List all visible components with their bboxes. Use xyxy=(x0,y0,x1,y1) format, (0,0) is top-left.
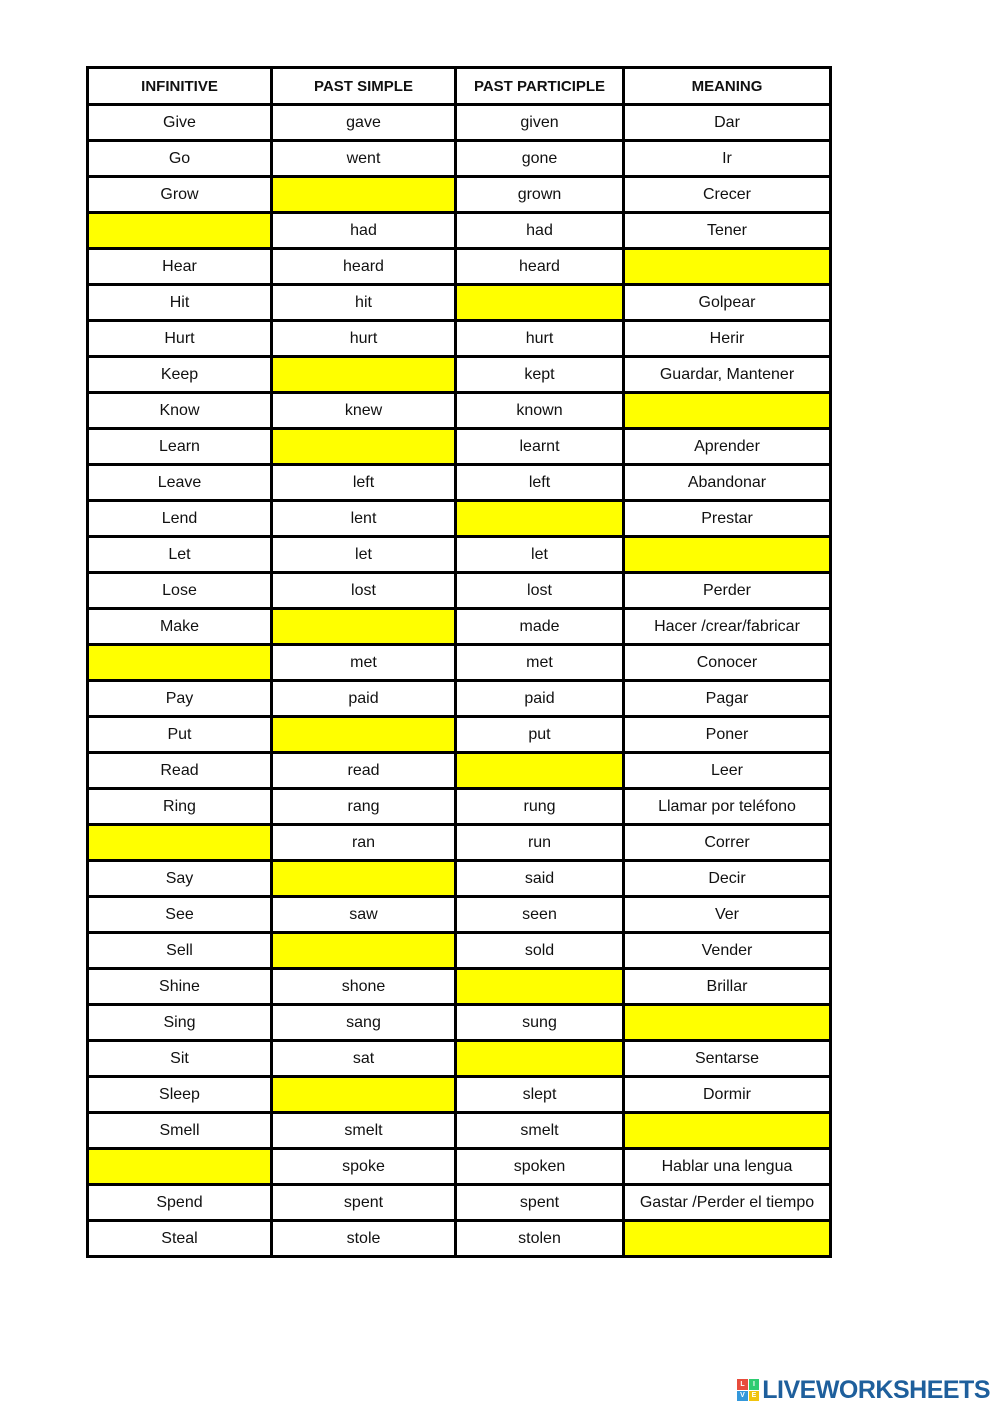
infinitive-answer-blank[interactable] xyxy=(88,213,272,249)
past-participle-cell: heard xyxy=(456,249,624,285)
infinitive-cell: Ring xyxy=(88,789,272,825)
infinitive-cell: Sit xyxy=(88,1041,272,1077)
meaning-cell: Crecer xyxy=(624,177,831,213)
infinitive-cell: Put xyxy=(88,717,272,753)
table-row xyxy=(88,573,831,609)
header-meaning: MEANING xyxy=(624,68,831,105)
meaning-cell: Ir xyxy=(624,141,831,177)
past-simple-cell: sang xyxy=(272,1005,456,1041)
past-simple-cell: smelt xyxy=(272,1113,456,1149)
logo-text: LIVEWORKSHEETS xyxy=(762,1375,990,1404)
meaning-cell: Tener xyxy=(624,213,831,249)
meaning-cell: Decir xyxy=(624,861,831,897)
meaning-cell: Pagar xyxy=(624,681,831,717)
table-row xyxy=(88,861,831,897)
meaning-cell: Correr xyxy=(624,825,831,861)
past-participle-answer-blank[interactable] xyxy=(456,501,624,537)
past-participle-cell: spoken xyxy=(456,1149,624,1185)
past-simple-cell: let xyxy=(272,537,456,573)
table-row xyxy=(88,1005,831,1041)
past-participle-cell: given xyxy=(456,105,624,141)
past-participle-cell: put xyxy=(456,717,624,753)
past-participle-cell: hurt xyxy=(456,321,624,357)
infinitive-cell: Make xyxy=(88,609,272,645)
table-header-row xyxy=(88,68,831,105)
past-simple-cell: spoke xyxy=(272,1149,456,1185)
past-simple-cell: gave xyxy=(272,105,456,141)
infinitive-cell: Keep xyxy=(88,357,272,393)
past-participle-cell: sung xyxy=(456,1005,624,1041)
past-simple-answer-blank[interactable] xyxy=(272,717,456,753)
irregular-verbs-table xyxy=(86,66,832,1258)
past-simple-cell: left xyxy=(272,465,456,501)
past-simple-cell: shone xyxy=(272,969,456,1005)
past-simple-answer-blank[interactable] xyxy=(272,933,456,969)
infinitive-cell: See xyxy=(88,897,272,933)
table-row xyxy=(88,393,831,429)
past-participle-answer-blank[interactable] xyxy=(456,285,624,321)
table-row xyxy=(88,1041,831,1077)
infinitive-cell: Sell xyxy=(88,933,272,969)
infinitive-cell: Let xyxy=(88,537,272,573)
past-participle-cell: kept xyxy=(456,357,624,393)
past-participle-cell: stolen xyxy=(456,1221,624,1257)
past-participle-cell: sold xyxy=(456,933,624,969)
past-simple-cell: met xyxy=(272,645,456,681)
table-row xyxy=(88,1221,831,1257)
meaning-cell: Hacer /crear/fabricar xyxy=(624,609,831,645)
meaning-answer-blank[interactable] xyxy=(624,393,831,429)
past-participle-cell: lost xyxy=(456,573,624,609)
meaning-cell: Aprender xyxy=(624,429,831,465)
infinitive-cell: Go xyxy=(88,141,272,177)
past-simple-cell: knew xyxy=(272,393,456,429)
past-simple-cell: stole xyxy=(272,1221,456,1257)
meaning-cell: Vender xyxy=(624,933,831,969)
infinitive-cell: Leave xyxy=(88,465,272,501)
meaning-cell: Golpear xyxy=(624,285,831,321)
meaning-cell: Perder xyxy=(624,573,831,609)
table-row xyxy=(88,897,831,933)
table-row xyxy=(88,681,831,717)
header-infinitive: INFINITIVE xyxy=(88,68,272,105)
past-participle-cell: let xyxy=(456,537,624,573)
meaning-answer-blank[interactable] xyxy=(624,1113,831,1149)
table-row xyxy=(88,645,831,681)
past-participle-cell: left xyxy=(456,465,624,501)
meaning-cell: Prestar xyxy=(624,501,831,537)
past-participle-cell: made xyxy=(456,609,624,645)
table-row xyxy=(88,933,831,969)
past-participle-cell: slept xyxy=(456,1077,624,1113)
past-participle-cell: learnt xyxy=(456,429,624,465)
past-participle-cell: gone xyxy=(456,141,624,177)
meaning-cell: Ver xyxy=(624,897,831,933)
past-participle-cell: run xyxy=(456,825,624,861)
past-simple-cell: saw xyxy=(272,897,456,933)
meaning-cell: Dormir xyxy=(624,1077,831,1113)
past-participle-cell: seen xyxy=(456,897,624,933)
meaning-cell: Herir xyxy=(624,321,831,357)
table-row xyxy=(88,1149,831,1185)
infinitive-cell: Say xyxy=(88,861,272,897)
table-row xyxy=(88,357,831,393)
past-participle-cell: known xyxy=(456,393,624,429)
past-simple-cell: spent xyxy=(272,1185,456,1221)
table-row xyxy=(88,141,831,177)
past-simple-cell: hurt xyxy=(272,321,456,357)
meaning-answer-blank[interactable] xyxy=(624,1221,831,1257)
infinitive-cell: Sing xyxy=(88,1005,272,1041)
liveworksheets-logo-icon: L I V E xyxy=(737,1379,759,1401)
table-row xyxy=(88,789,831,825)
meaning-cell: Abandonar xyxy=(624,465,831,501)
infinitive-answer-blank[interactable] xyxy=(88,1149,272,1185)
infinitive-cell: Lose xyxy=(88,573,272,609)
table-row xyxy=(88,825,831,861)
table-row xyxy=(88,537,831,573)
infinitive-cell: Steal xyxy=(88,1221,272,1257)
past-simple-answer-blank[interactable] xyxy=(272,177,456,213)
past-simple-cell: lent xyxy=(272,501,456,537)
meaning-answer-blank[interactable] xyxy=(624,249,831,285)
table-row xyxy=(88,717,831,753)
infinitive-cell: Know xyxy=(88,393,272,429)
past-simple-answer-blank[interactable] xyxy=(272,357,456,393)
meaning-cell: Brillar xyxy=(624,969,831,1005)
past-simple-cell: lost xyxy=(272,573,456,609)
table-row xyxy=(88,465,831,501)
header-past-simple: PAST SIMPLE xyxy=(272,68,456,105)
infinitive-cell: Hear xyxy=(88,249,272,285)
infinitive-cell: Give xyxy=(88,105,272,141)
infinitive-answer-blank[interactable] xyxy=(88,645,272,681)
table-row xyxy=(88,429,831,465)
table-row xyxy=(88,249,831,285)
infinitive-cell: Smell xyxy=(88,1113,272,1149)
past-participle-cell: paid xyxy=(456,681,624,717)
meaning-cell: Dar xyxy=(624,105,831,141)
infinitive-cell: Hurt xyxy=(88,321,272,357)
past-simple-cell: went xyxy=(272,141,456,177)
infinitive-cell: Learn xyxy=(88,429,272,465)
infinitive-cell: Pay xyxy=(88,681,272,717)
infinitive-cell: Read xyxy=(88,753,272,789)
past-simple-cell: sat xyxy=(272,1041,456,1077)
meaning-cell: Guardar, Mantener xyxy=(624,357,831,393)
table-row xyxy=(88,609,831,645)
past-simple-answer-blank[interactable] xyxy=(272,861,456,897)
table-row xyxy=(88,501,831,537)
table-row xyxy=(88,177,831,213)
meaning-cell: Sentarse xyxy=(624,1041,831,1077)
past-simple-cell: heard xyxy=(272,249,456,285)
table-row xyxy=(88,753,831,789)
past-participle-cell: grown xyxy=(456,177,624,213)
past-participle-answer-blank[interactable] xyxy=(456,1041,624,1077)
meaning-answer-blank[interactable] xyxy=(624,1005,831,1041)
past-simple-cell: rang xyxy=(272,789,456,825)
table-row xyxy=(88,105,831,141)
table-row xyxy=(88,213,831,249)
table-body xyxy=(88,105,831,1257)
past-simple-cell: ran xyxy=(272,825,456,861)
past-participle-cell: had xyxy=(456,213,624,249)
infinitive-answer-blank[interactable] xyxy=(88,825,272,861)
past-participle-cell: rung xyxy=(456,789,624,825)
meaning-cell: Poner xyxy=(624,717,831,753)
meaning-cell: Gastar /Perder el tiempo xyxy=(624,1185,831,1221)
meaning-cell: Llamar por teléfono xyxy=(624,789,831,825)
meaning-cell: Leer xyxy=(624,753,831,789)
infinitive-cell: Spend xyxy=(88,1185,272,1221)
past-participle-cell: spent xyxy=(456,1185,624,1221)
past-participle-answer-blank[interactable] xyxy=(456,969,624,1005)
liveworksheets-logo xyxy=(737,1375,990,1405)
past-simple-answer-blank[interactable] xyxy=(272,1077,456,1113)
past-simple-answer-blank[interactable] xyxy=(272,609,456,645)
meaning-answer-blank[interactable] xyxy=(624,537,831,573)
past-simple-cell: read xyxy=(272,753,456,789)
table-row xyxy=(88,285,831,321)
infinitive-cell: Sleep xyxy=(88,1077,272,1113)
infinitive-cell: Hit xyxy=(88,285,272,321)
table-row xyxy=(88,1185,831,1221)
meaning-cell: Conocer xyxy=(624,645,831,681)
past-simple-cell: had xyxy=(272,213,456,249)
past-participle-cell: smelt xyxy=(456,1113,624,1149)
infinitive-cell: Shine xyxy=(88,969,272,1005)
infinitive-cell: Lend xyxy=(88,501,272,537)
table-row xyxy=(88,1077,831,1113)
past-simple-cell: paid xyxy=(272,681,456,717)
table-row xyxy=(88,969,831,1005)
infinitive-cell: Grow xyxy=(88,177,272,213)
past-participle-answer-blank[interactable] xyxy=(456,753,624,789)
past-participle-cell: said xyxy=(456,861,624,897)
past-participle-cell: met xyxy=(456,645,624,681)
past-simple-cell: hit xyxy=(272,285,456,321)
meaning-cell: Hablar una lengua xyxy=(624,1149,831,1185)
past-simple-answer-blank[interactable] xyxy=(272,429,456,465)
header-past-participle: PAST PARTICIPLE xyxy=(456,68,624,105)
table-row xyxy=(88,1113,831,1149)
table-row xyxy=(88,321,831,357)
